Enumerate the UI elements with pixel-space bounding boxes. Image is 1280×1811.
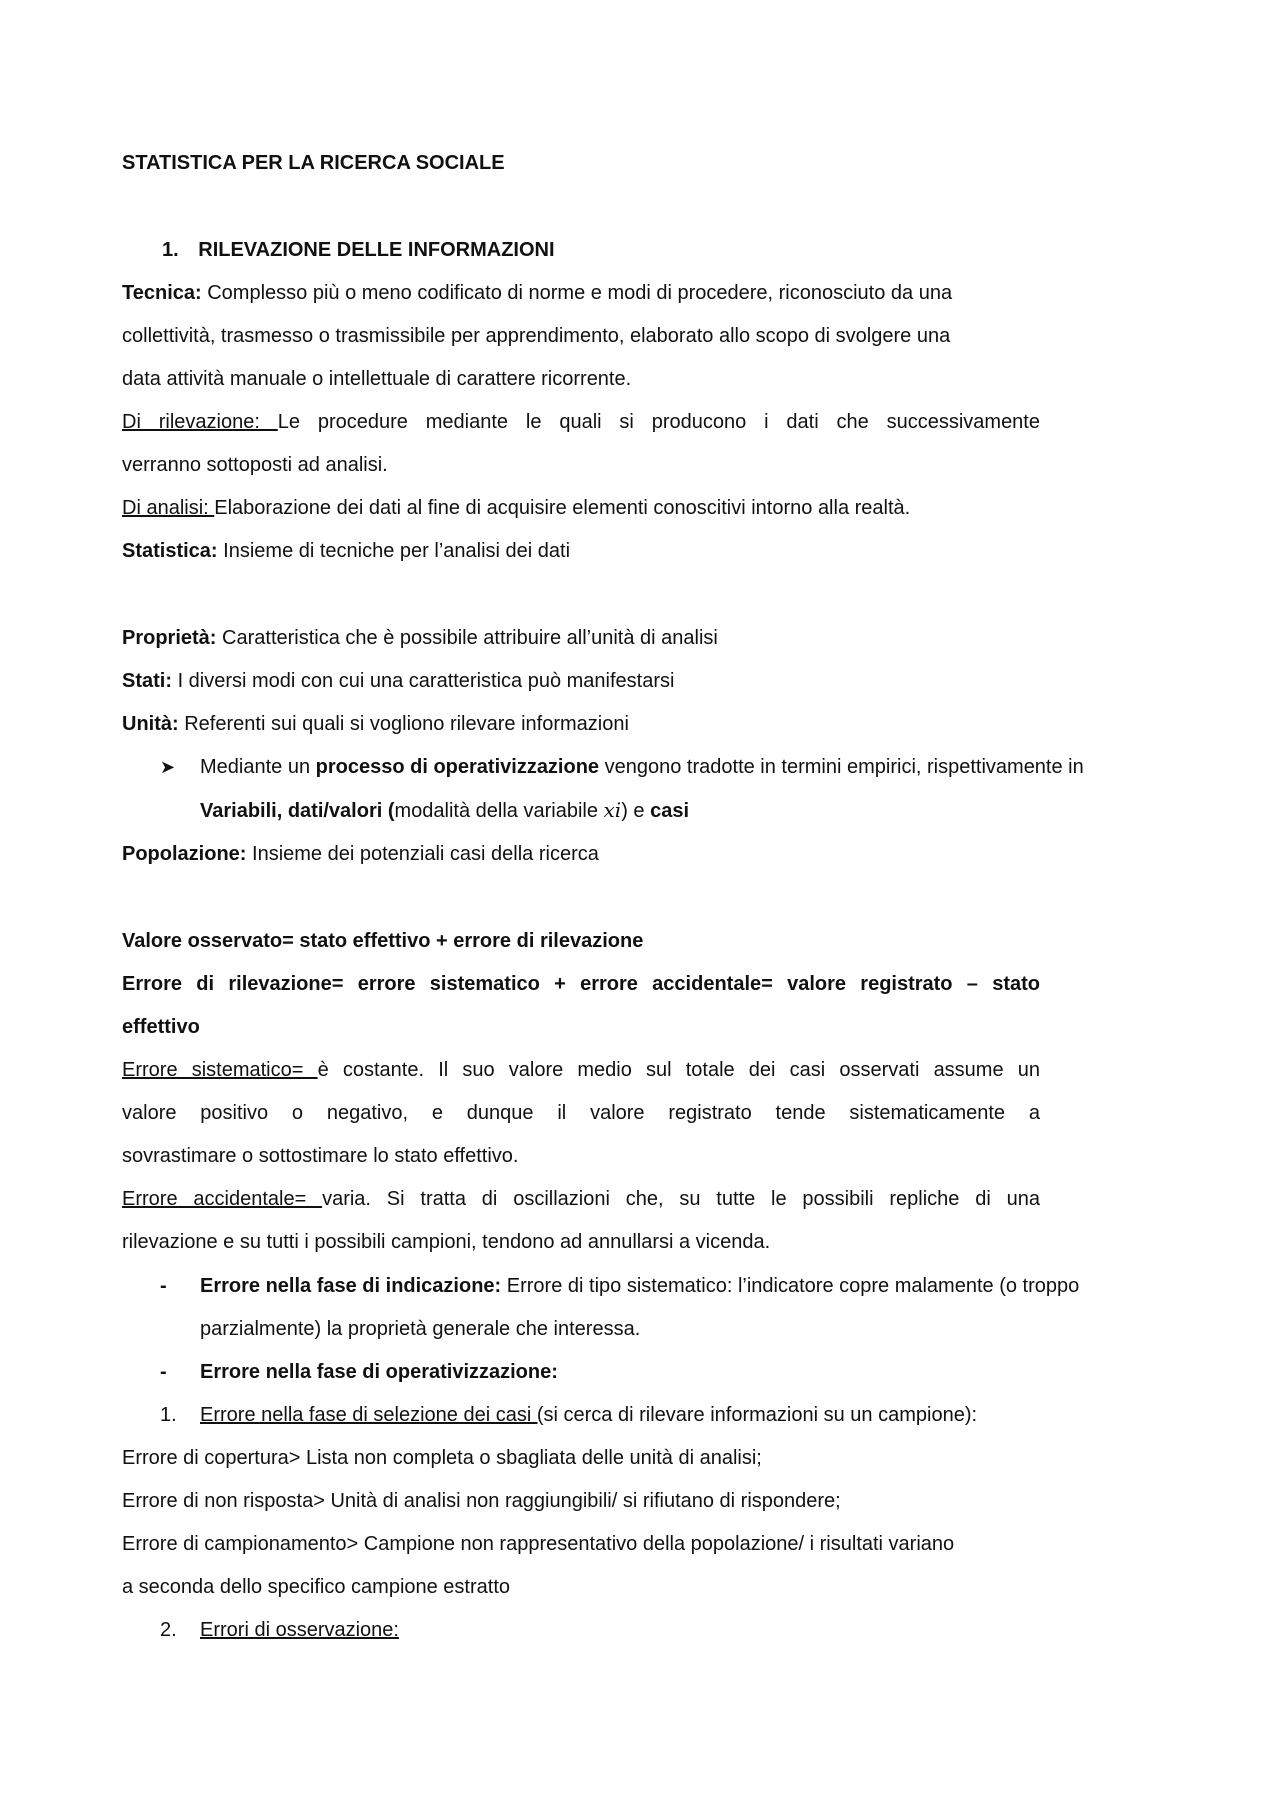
valore-osservato-formula: Valore osservato= stato effettivo + errore di rilevazione bbox=[122, 930, 644, 952]
operativ-post-2: ) e bbox=[621, 800, 645, 822]
errore-sistematico-line-1 bbox=[122, 1057, 1040, 1083]
analisi-text: Elaborazione dei dati al fine di acquisire elementi conoscitivi intorno alla realtà. bbox=[214, 497, 911, 519]
operativizzazione-text-2 bbox=[200, 797, 689, 824]
operativizzazione-bold: Errore nella fase di operativizzazione: bbox=[200, 1361, 558, 1383]
section-heading bbox=[162, 237, 555, 263]
tecnica-line-1 bbox=[122, 280, 952, 306]
indicazione-desc-2: parzialmente) la proprietà generale che interessa. bbox=[200, 1318, 641, 1340]
errore-accidentale-line-1 bbox=[122, 1186, 1040, 1212]
popolazione-text: Insieme dei potenziali casi della ricerca bbox=[252, 843, 599, 865]
numbered-item-1-text bbox=[200, 1402, 977, 1428]
dash-marker: - bbox=[160, 1361, 167, 1383]
numbered-item-2-underlined: Errori di osservazione: bbox=[200, 1619, 399, 1641]
tecnica-line-3: data attività manuale o intellettuale di carattere ricorrente. bbox=[122, 368, 632, 390]
numbered-item-1-rest: si cerca di rilevare informazioni su un campione): bbox=[543, 1404, 978, 1426]
operativizzazione-text-1 bbox=[200, 754, 1084, 780]
errore-sistematico-term: Errore sistematico= bbox=[122, 1059, 318, 1081]
stati-text: I diversi modi con cui una caratteristica può manifestarsi bbox=[177, 670, 675, 692]
errore-rilevazione-line-1: Errore di rilevazione= errore sistematico + errore accidentale= valore registrato – stato bbox=[122, 973, 1040, 995]
indicazione-desc: Errore di tipo sistematico: l’indicatore copre malamente (o troppo bbox=[506, 1275, 1080, 1297]
section-number: 1. bbox=[162, 239, 179, 261]
operativ-bold-1: processo di operativizzazione bbox=[315, 756, 600, 778]
proprieta-term: Proprietà: bbox=[122, 627, 217, 649]
errore-accidentale-term: Errore accidentale= bbox=[122, 1188, 323, 1210]
operativ-post: vengono tradotte in termini empirici, rispettivamente in bbox=[604, 756, 1084, 778]
rilevazione-text-1: Le procedure mediante le quali si producono i dati che successivamente bbox=[277, 411, 1040, 433]
stati-line bbox=[122, 668, 674, 694]
popolazione-line bbox=[122, 841, 599, 867]
tecnica-term: Tecnica: bbox=[122, 282, 202, 304]
operativ-pre: Mediante un bbox=[200, 756, 311, 778]
errore-sistematico-line-3: sovrastimare o sottostimare lo stato effettivo. bbox=[122, 1145, 519, 1167]
unita-text: Referenti sui quali si vogliono rilevare informazioni bbox=[184, 713, 629, 735]
number-marker: 2. bbox=[160, 1619, 177, 1641]
errore-accidentale-text-1: varia. Si tratta di oscillazioni che, su tutte le possibili repliche di una bbox=[322, 1188, 1040, 1210]
section-title: RILEVAZIONE DELLE INFORMAZIONI bbox=[198, 239, 555, 261]
proprieta-line bbox=[122, 625, 718, 651]
indicazione-text bbox=[200, 1273, 1079, 1299]
document-title: STATISTICA PER LA RICERCA SOCIALE bbox=[122, 152, 505, 174]
unita-term: Unità: bbox=[122, 713, 179, 735]
errore-campionamento-line-2: a seconda dello specifico campione estratto bbox=[122, 1576, 511, 1598]
rilevazione-term: Di rilevazione: bbox=[122, 411, 278, 433]
errore-sistematico-line-2: valore positivo o negativo, e dunque il valore registrato tende sistematicamente a bbox=[122, 1102, 1040, 1124]
stati-term: Stati: bbox=[122, 670, 172, 692]
arrow-bullet-icon: ➤ bbox=[160, 757, 176, 777]
errore-non-risposta-line: Errore di non risposta> Unità di analisi non raggiungibili/ si rifiutano di rispondere; bbox=[122, 1490, 841, 1512]
operativ-bold-2: Variabili, dati/valori ( bbox=[200, 800, 395, 822]
statistica-line bbox=[122, 538, 570, 564]
errore-accidentale-line-2: rilevazione e su tutti i possibili campioni, tendono ad annullarsi a vicenda. bbox=[122, 1231, 771, 1253]
tecnica-line-2: collettività, trasmesso o trasmissibile per apprendimento, elaborato allo scopo di svolgere una bbox=[122, 325, 951, 347]
errore-campionamento-line-1: Errore di campionamento> Campione non rappresentativo della popolazione/ i risultati variano bbox=[122, 1533, 955, 1555]
number-marker: 1. bbox=[160, 1404, 177, 1426]
operativ-mid: modalità della variabile bbox=[394, 800, 598, 822]
popolazione-term: Popolazione: bbox=[122, 843, 247, 865]
statistica-text: Insieme di tecniche per l’analisi dei dati bbox=[223, 540, 571, 562]
analisi-line bbox=[122, 495, 910, 521]
rilevazione-line-2: verranno sottoposti ad analisi. bbox=[122, 454, 388, 476]
statistica-term: Statistica: bbox=[122, 540, 218, 562]
rilevazione-line-1 bbox=[122, 409, 1040, 435]
errore-rilevazione-line-2: effettivo bbox=[122, 1016, 200, 1038]
dash-marker: - bbox=[160, 1275, 167, 1297]
variable-xi: xi bbox=[603, 798, 622, 822]
unita-line bbox=[122, 711, 629, 737]
errore-sistematico-text-1: è costante. Il suo valore medio sul totale dei casi osservati assume un bbox=[317, 1059, 1040, 1081]
analisi-term: Di analisi: bbox=[122, 497, 215, 519]
errore-copertura-line: Errore di copertura> Lista non completa o sbagliata delle unità di analisi; bbox=[122, 1447, 762, 1469]
operativ-bold-3: casi bbox=[650, 800, 690, 822]
tecnica-text-1: Complesso più o meno codificato di norme e modi di procedere, riconosciuto da una bbox=[207, 282, 953, 304]
numbered-item-1-underlined: Errore nella fase di selezione dei casi ( bbox=[200, 1404, 544, 1426]
indicazione-bold: Errore nella fase di indicazione: bbox=[200, 1275, 502, 1297]
proprieta-text: Caratteristica che è possibile attribuire all’unità di analisi bbox=[222, 627, 718, 649]
